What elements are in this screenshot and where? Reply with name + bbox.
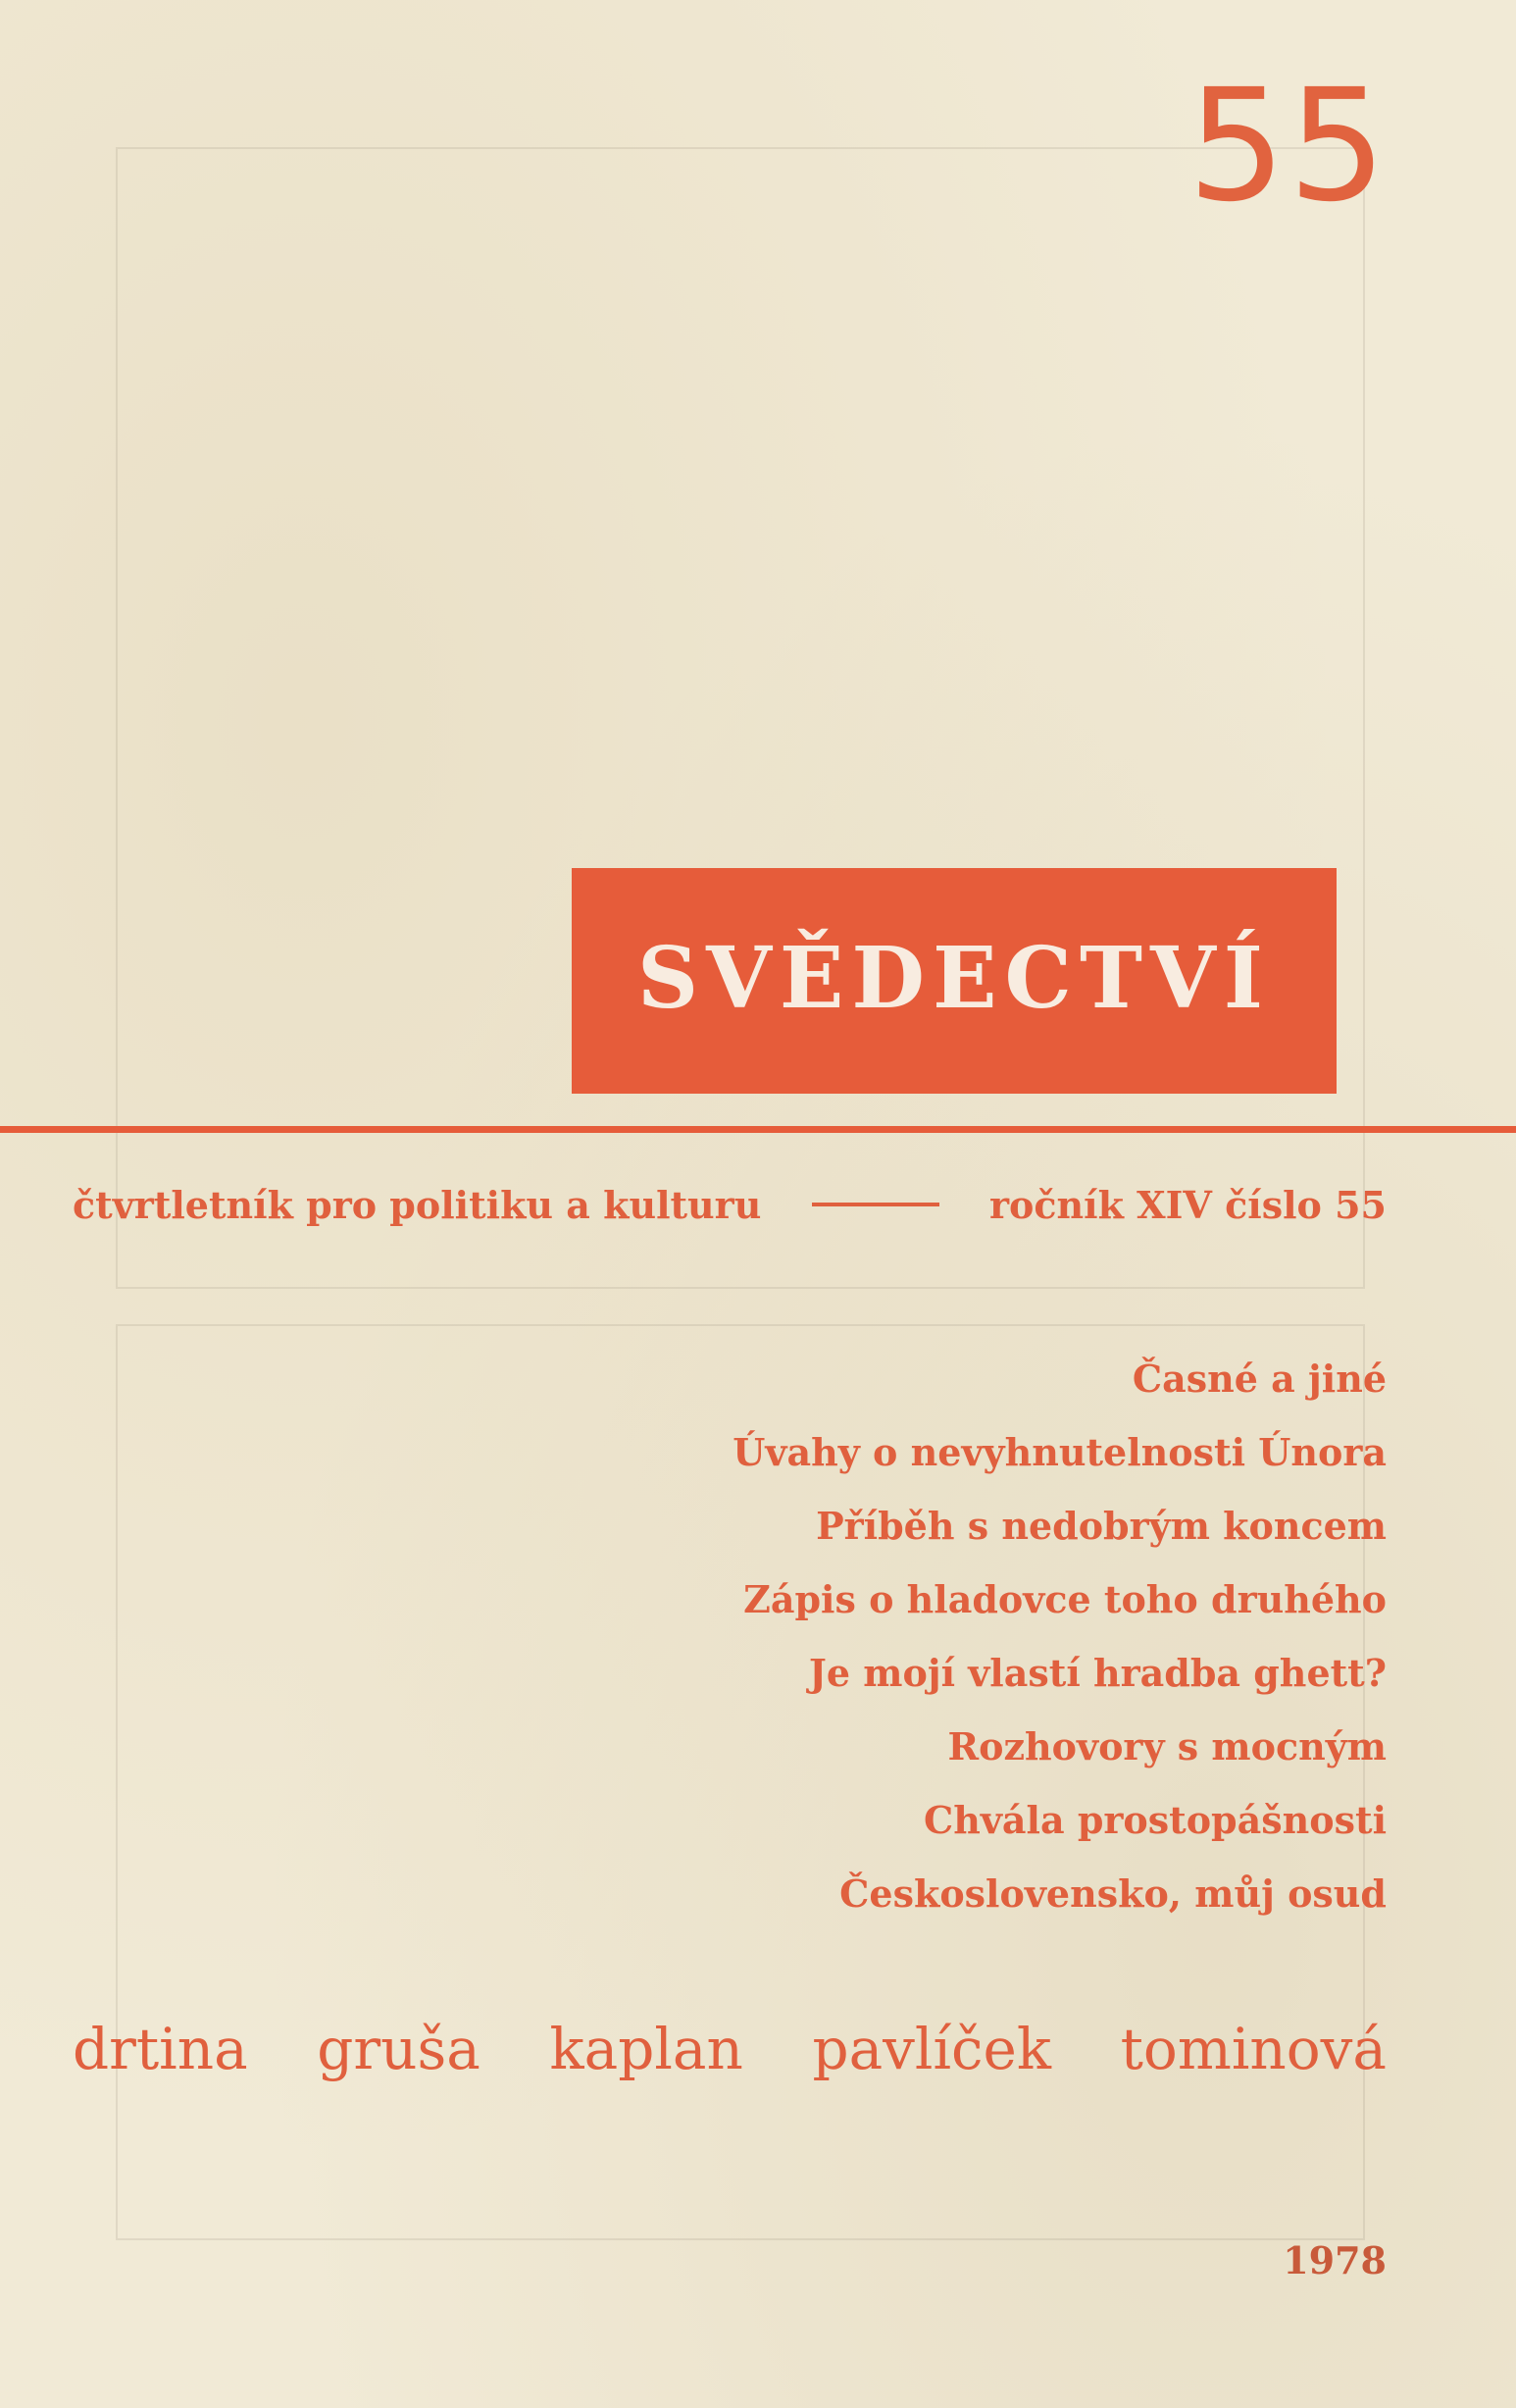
author-name: pavlíček <box>812 2016 1051 2082</box>
author-name: gruša <box>317 2016 480 2082</box>
horizontal-rule <box>0 1126 1516 1133</box>
subtitle-dash <box>812 1203 939 1206</box>
author-name: tominová <box>1120 2016 1387 2082</box>
contents-item: Rozhovory s mocným <box>947 1724 1387 1768</box>
table-of-contents <box>504 1342 1387 1930</box>
author-name: kaplan <box>549 2016 743 2082</box>
authors-line <box>73 2016 1387 2082</box>
contents-item: Úvahy o nevyhnutelnosti Února <box>733 1430 1387 1474</box>
contents-item: Československo, můj osud <box>839 1871 1387 1916</box>
subtitle-periodical: čtvrtletník pro politiku a kulturu <box>73 1182 762 1227</box>
subtitle-volume: ročník XIV číslo 55 <box>989 1182 1387 1227</box>
issue-number: 55 <box>1187 56 1389 236</box>
author-name: drtina <box>73 2016 248 2082</box>
masthead-box <box>572 868 1337 1094</box>
subtitle-row <box>73 1175 1387 1234</box>
contents-item: Příběh s nedobrým koncem <box>816 1504 1387 1548</box>
contents-item: Je mojí vlastí hradba ghett? <box>808 1651 1387 1695</box>
publication-year: 1978 <box>1283 2238 1387 2282</box>
contents-item: Zápis o hladovce toho druhého <box>743 1577 1387 1621</box>
masthead-title: SVĚDECTVÍ <box>637 929 1271 1028</box>
contents-item: Chvála prostopášnosti <box>923 1798 1387 1842</box>
show-through-frame-top <box>116 147 1365 1289</box>
contents-item: Časné a jiné <box>1132 1357 1387 1401</box>
